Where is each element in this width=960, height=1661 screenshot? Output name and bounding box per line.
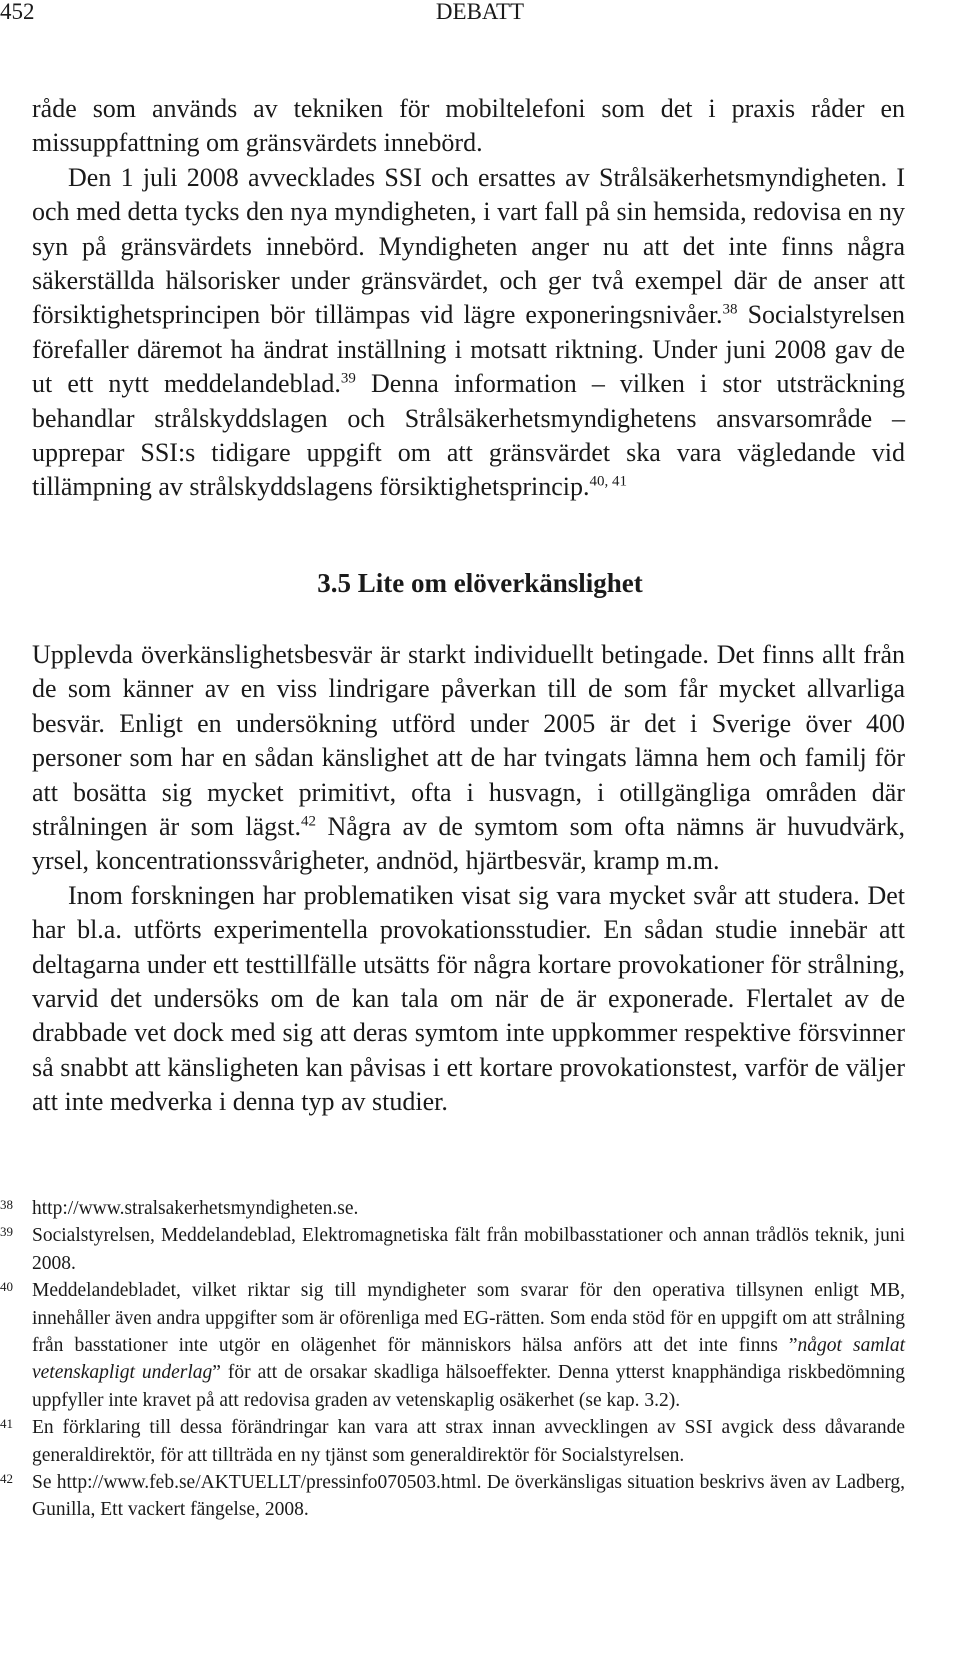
paragraph-text: Den 1 juli 2008 avvecklades SSI och ersattes av Strålsäkerhetsmyndigheten. I och med detta tycks den nya myndigheten, i vart fall på sin hemsida, redovisa en ny syn på gränsvärdets innebörd. Myndigheten anger nu att det inte finns några säkerställda hälsorisker under gränsvärdet, och ger två exempel där de anser att försiktighetsprincipen bör tillämpas vid lägre exponeringsnivåer. [32, 162, 905, 330]
footnote-ref: 42 [301, 813, 317, 830]
footnote-quote: något samlat vetenskapligt underlag [32, 1335, 905, 1384]
paragraph-text: Några av de symtom som ofta nämns är huvudvärk, yrsel, koncentrationssvårigheter, andnöd, hjärtbesvär, kramp m.m. [32, 812, 905, 876]
footnote-text: http://www.stralsakerhetsmyndigheten.se. [32, 1198, 359, 1219]
page-number: 452 [0, 0, 35, 24]
running-title: DEBATT [435, 0, 525, 24]
footnote-ref: 40, 41 [589, 473, 627, 490]
footnote-text-part: ” för att de orsakar skadliga hälsoeffekter. Denna ytterst knapphändiga riskbedömning uppfyller inte kravet på att redovisa graden av vetenskaplig osäkerhet (se kap. 3.2). [32, 1362, 905, 1411]
footnote-text [32, 1277, 905, 1414]
running-head [0, 0, 960, 30]
paragraph [32, 879, 905, 1120]
footnote-text-part: Meddelandebladet, vilket riktar sig till myndigheter som svarar för den operativa tillsynen enligt MB, innehåller även andra uppgifter som är oförenliga med EG-rätten. Som enda stöd för en uppgift om att strålning från basstationer inte utgör en olägenhet för människors hälsa anförs att det inte finns ” [32, 1280, 905, 1357]
paragraph [32, 92, 905, 161]
section-heading: 3.5 Lite om elöverkänslighet [317, 568, 643, 598]
footnote-number: 40 [0, 1279, 13, 1295]
footnote-number: 39 [0, 1224, 13, 1240]
footnote-text: Se http://www.feb.se/AKTUELLT/pressinfo070503.html. De överkänsligas situation beskrivs även av Ladberg, Gunilla, Ett vackert fängelse, 2008. [32, 1472, 905, 1521]
paragraph-text: råde som används av tekniken för mobiltelefoni som det i praxis råder en missuppfattning om gränsvärdets innebörd. [32, 94, 905, 158]
paragraph-text: Denna information – vilken i stor utsträckning behandlar strålskyddslagen och Strålsäkerhetsmyndighetens ansvarsområde – upprepar SSI:s tidigare uppgift om att gränsvärdet ska vara vägledande vid tillämpning av strålskyddslagens försiktighetsprincip. [32, 369, 905, 502]
section-text [32, 638, 905, 1120]
footnote-number: 42 [0, 1471, 13, 1487]
footnote-number: 38 [0, 1197, 13, 1212]
body-text [32, 92, 905, 505]
paragraph-text: Socialstyrelsen förefaller däremot ha ändrat inställning i motsatt riktning. Under juni 2008 gav de ut ett nytt meddelandeblad. [32, 300, 905, 399]
footnote-ref: 38 [722, 301, 738, 318]
footnote [0, 1469, 905, 1524]
footnotes [0, 1195, 905, 1524]
footnote-text: Socialstyrelsen, Meddelandeblad, Elektromagnetiska fält från mobilbasstationer och annan trådlös teknik, juni 2008. [32, 1225, 905, 1274]
footnote [0, 1222, 905, 1277]
paragraph [32, 161, 905, 505]
paragraph-text: Upplevda överkänslighetsbesvär är starkt individuellt betingade. Det finns allt från de som känner av en viss lindrigare påverkan till de som får mycket allvarliga besvär. Enligt en undersökning utförd under 2005 är det i Sverige över 400 personer som har en sådan känslighet att de har tvingats lämna hem och familj för att bosätta sig mycket primitivt, ofta i husvagn, i otillgängliga områden där strålningen är som lägst. [32, 640, 905, 842]
footnote [0, 1195, 905, 1222]
footnote-ref: 39 [340, 370, 356, 387]
paragraph-text: Inom forskningen har problematiken visat sig vara mycket svår att studera. Det har bl.a. utförts experimentella provokationsstudier. En sådan studie innebär att deltagarna under ett testtillfälle utsätts för några kortare provokationer för strålning, varvid det undersöks om de kan tala om när de är exponerade. Flertalet av de drabbade vet dock med sig att deras symtom inte uppkommer respektive försvinner så snabbt att känsligheten kan påvisas i ett kortare provokationstest, varför de väljer att inte medverka i denna typ av studier. [32, 880, 905, 1117]
footnote-text: En förklaring till dessa förändringar kan vara att strax innan avvecklingen av SSI avgick dess dåvarande generaldirektör, för att tillträda en ny tjänst som generaldirektör för Socialstyrelsen. [32, 1417, 905, 1466]
footnote [0, 1414, 905, 1469]
paragraph [32, 638, 905, 879]
footnote [0, 1277, 905, 1414]
footnote-number: 41 [0, 1416, 13, 1432]
